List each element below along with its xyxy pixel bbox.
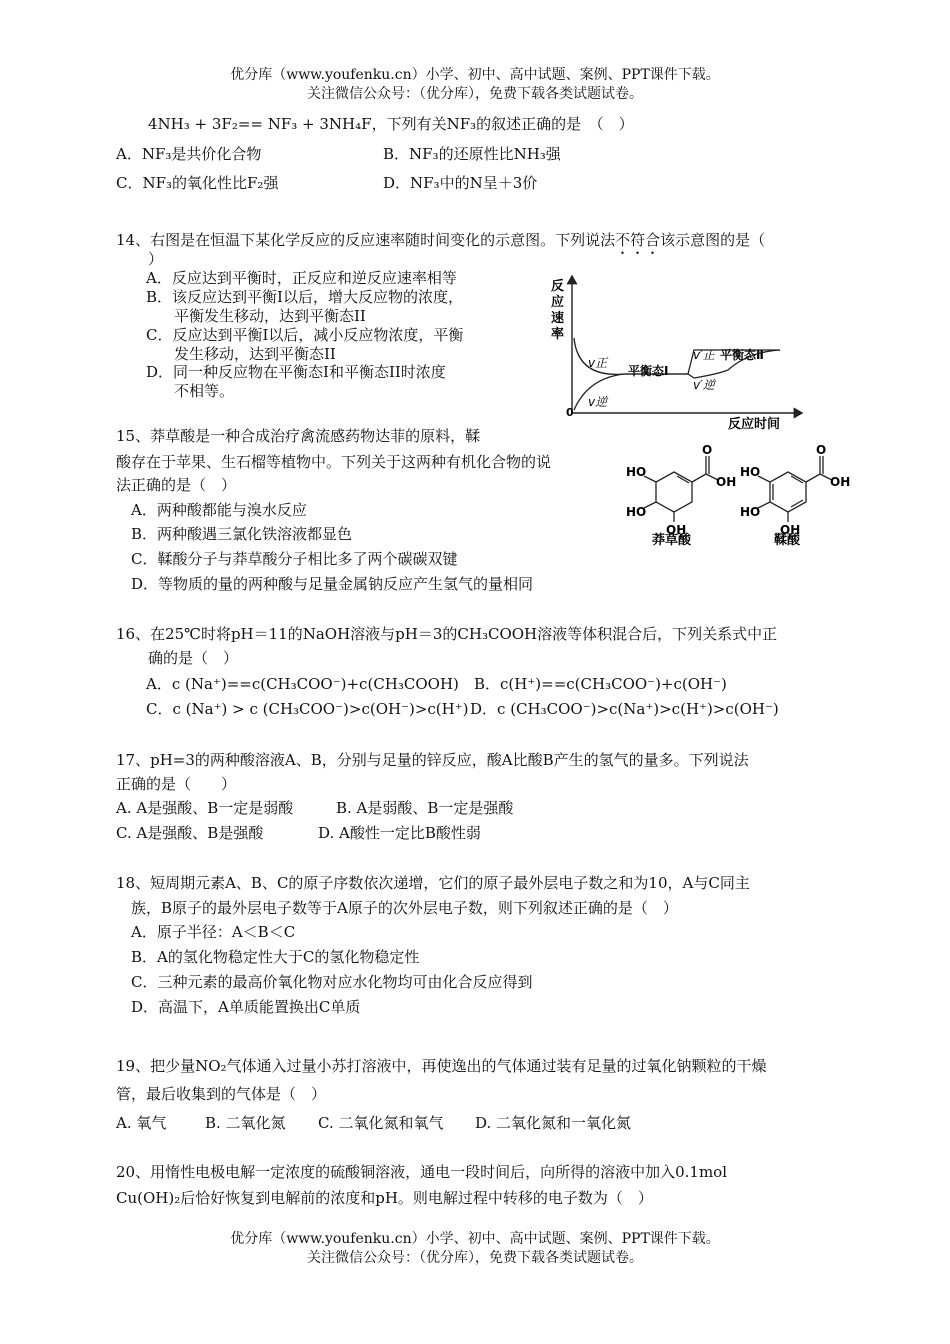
q13-option-b: B．NF₃的还原性比NH₃强: [383, 145, 561, 163]
q16-option-c: C．c (Na⁺) > c (CH₃COO⁻)>c(OH⁻)>c(H⁺): [146, 700, 469, 718]
atom-label: HO: [740, 465, 761, 479]
q17-option-a: A. A是强酸、B一定是弱酸: [116, 799, 294, 817]
q17-stem-line-2: 正确的是（ ）: [116, 775, 237, 793]
q14-option-d: D．同一种反应物在平衡态Ⅰ和平衡态II时浓度: [146, 363, 446, 381]
q14-stem-close: ）: [148, 250, 164, 268]
q15-stem-line-3: 法正确的是（ ）: [116, 476, 237, 494]
q18-option-c: C．三种元素的最高价氧化物对应水化物均可由化合反应得到: [131, 973, 533, 991]
atom-label: O: [816, 443, 827, 457]
q16-stem-line-2: 确的是（ ）: [148, 649, 239, 667]
atom-label: OH: [780, 523, 801, 537]
q14-stem: [116, 230, 765, 258]
q15-option-a: A．两种酸都能与溴水反应: [131, 501, 307, 519]
q13-equation: 4NH₃ + 3F₂== NF₃ + 3NH₄F: [148, 115, 372, 133]
q13-option-d: D．NF₃中的N呈＋3价: [383, 174, 538, 192]
structure-shikimic-acid: [626, 440, 736, 550]
q17-option-d: D. A酸性一定比B酸性弱: [318, 824, 481, 842]
q18-option-a: A．原子半径：A＜B＜C: [131, 923, 296, 941]
v-forward-prime-label: v′正: [693, 348, 715, 362]
q19-option-d: D. 二氧化氮和一氧化氮: [475, 1114, 632, 1132]
header-line-2: 关注微信公众号：（优分库），免费下载各类试题试卷。: [307, 86, 643, 102]
atom-label: OH: [666, 523, 687, 537]
rate-time-chart: [548, 270, 813, 435]
q13-option-c: C．NF₃的氧化性比F₂强: [116, 174, 279, 192]
q19-option-b: B. 二氧化氮: [205, 1114, 286, 1132]
equilibrium-2-label: 平衡态Ⅱ: [720, 348, 764, 362]
q13-stem-rest: ，下列有关NF₃的叙述正确的是 （ ）: [371, 115, 634, 133]
q19-option-c: C. 二氧化氮和氧气: [318, 1114, 444, 1132]
structure-name: 鞣酸: [774, 533, 801, 548]
y-label-char: 率: [551, 327, 565, 342]
q19-stem-line-2: 管，最后收集到的气体是（ ）: [116, 1085, 327, 1103]
q18-stem-line-2: 族，B原子的最外层电子数等于A原子的次外层电子数，则下列叙述正确的是（ ）: [131, 899, 678, 917]
y-label-char: 应: [551, 295, 565, 310]
y-axis-label: [551, 278, 564, 342]
v-reverse-prime-label: v′逆: [693, 378, 715, 392]
y-label-char: 速: [551, 311, 565, 326]
v-reverse-label: v逆: [588, 395, 608, 409]
q16-stem-line-1: 16、在25℃时将pH＝11的NaOH溶液与pH＝3的CH₃COOH溶液等体积混合后，下列关系式中正: [116, 625, 778, 643]
q18-stem-line-1: 18、短周期元素A、B、C的原子序数依次递增，它们的原子最外层电子数之和为10，A与C同主: [116, 874, 750, 892]
equilibrium-1-label: 平衡态Ⅰ: [628, 364, 669, 378]
q14-option-d-cont: 不相等。: [174, 382, 235, 400]
q14-option-a: A．反应达到平衡时，正反应和逆反应速率相等: [146, 269, 457, 287]
structure-name: 莽草酸: [652, 533, 692, 548]
atom-label: OH: [830, 475, 850, 489]
q13-option-a: A．NF₃是共价化合物: [116, 145, 262, 163]
q18-option-d: D．高温下，A单质能置换出C单质: [131, 998, 361, 1016]
q14-stem-a: 14、右图是在恒温下某化学反应的反应速率随时间变化的示意图。下列说法: [116, 231, 616, 249]
q16-option-a: A．c (Na⁺)==c(CH₃COO⁻)+c(CH₃COOH): [146, 675, 459, 693]
q19-stem-line-1: 19、把少量NO₂气体通入过量小苏打溶液中，再使逸出的气体通过装有足量的过氧化钠颗粒的干燥: [116, 1057, 767, 1075]
footer-line-1: 优分库（www.youfenku.cn）小学、初中、高中试题、案例、PPT课件下载。: [230, 1231, 720, 1247]
q13-stem: [148, 114, 634, 134]
q15-stem-line-1: 15、莽草酸是一种合成治疗禽流感药物达菲的原料，鞣: [116, 427, 481, 445]
origin-label: 0: [566, 406, 574, 419]
q15-option-b: B．两种酸遇三氯化铁溶液都显色: [131, 525, 353, 543]
q20-stem-line-2: Cu(OH)₂后恰好恢复到电解前的浓度和pH。则电解过程中转移的电子数为（ ）: [116, 1189, 653, 1207]
q14-option-b: B．该反应达到平衡I以后，增大反应物的浓度，: [146, 288, 463, 306]
v-forward-label: v正: [588, 356, 608, 370]
footer-line-2: 关注微信公众号：（优分库），免费下载各类试题试卷。: [307, 1250, 643, 1266]
q14-stem-emphasis: 不符合: [615, 231, 661, 249]
q15-stem-line-2: 酸存在于苹果、生石榴等植物中。下列关于这两种有机化合物的说: [116, 453, 552, 471]
atom-label: HO: [626, 505, 647, 519]
q16-option-d: D．c (CH₃COO⁻)>c(Na⁺)>c(H⁺)>c(OH⁻): [470, 700, 779, 718]
x-axis-label: 反应时间: [728, 417, 781, 432]
y-label-char: 反: [551, 279, 565, 294]
q15-option-c: C．鞣酸分子与莽草酸分子相比多了两个碳碳双键: [131, 550, 458, 568]
atom-label: HO: [626, 465, 647, 479]
atom-label: O: [702, 443, 713, 457]
q20-stem-line-1: 20、用惰性电极电解一定浓度的硫酸铜溶液，通电一段时间后，向所得的溶液中加入0.1mol: [116, 1163, 727, 1181]
q14-option-c-cont: 发生移动，达到平衡态II: [174, 345, 336, 363]
q14-option-c: C．反应达到平衡I以后，减小反应物浓度，平衡: [146, 326, 464, 344]
header-line-1: 优分库（www.youfenku.cn）小学、初中、高中试题、案例、PPT课件下载。: [230, 67, 720, 83]
q17-stem-line-1: 17、pH=3的两种酸溶液A、B，分别与足量的锌反应，酸A比酸B产生的氢气的量多。下列说法: [116, 751, 749, 769]
q16-option-b: B．c(H⁺)==c(CH₃COO⁻)+c(OH⁻): [474, 675, 727, 693]
atom-label: OH: [716, 475, 736, 489]
q14-option-b-cont: 平衡发生移动，达到平衡态II: [174, 307, 366, 325]
q17-option-c: C. A是强酸、B是强酸: [116, 824, 264, 842]
q14-stem-b: 该示意图的是（: [660, 231, 766, 249]
structure-gallic-acid: [740, 440, 850, 550]
q15-option-d: D．等物质的量的两种酸与足量金属钠反应产生氢气的量相同: [131, 575, 534, 593]
atom-label: HO: [740, 505, 761, 519]
q18-option-b: B．A的氢化物稳定性大于C的氢化物稳定性: [131, 948, 420, 966]
q19-option-a: A. 氧气: [116, 1114, 167, 1132]
q17-option-b: B. A是弱酸、B一定是强酸: [336, 799, 514, 817]
